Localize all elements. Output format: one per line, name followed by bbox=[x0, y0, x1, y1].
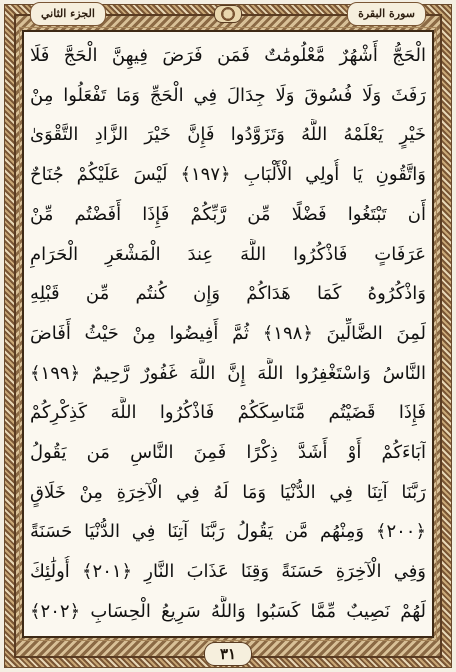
text-line-4: وَاتَّقُونِ يَا أُولِي الْأَلْبَابِ ﴿١٩٧﴾ لَيْسَ عَلَيْكُمْ جُنَاحٌ bbox=[30, 164, 426, 186]
text-line-7: وَاذْكُرُوهُ كَمَا هَدَاكُمْ وَإِن كُنتُم مِّن قَبْلِهِ bbox=[30, 283, 426, 305]
header-medallion-icon bbox=[214, 5, 242, 23]
text-line-6: عَرَفَاتٍ فَاذْكُرُوا اللَّهَ عِندَ الْمَشْعَرِ الْحَرَامِ bbox=[30, 243, 426, 265]
text-line-15: لَهُمْ نَصِيبٌ مِّمَّا كَسَبُوا وَاللَّهُ سَرِيعُ الْحِسَابِ ﴿٢٠٢﴾ bbox=[30, 600, 426, 622]
surah-label: سورة البقرة bbox=[347, 2, 426, 26]
text-line-12: رَبَّنَا آتِنَا فِي الدُّنْيَا وَمَا لَهُ فِي الْآخِرَةِ مِنْ خَلَاقٍ bbox=[30, 481, 426, 503]
text-line-13: ﴿٢٠٠﴾ وَمِنْهُم مَّن يَقُولُ رَبَّنَا آتِنَا فِي الدُّنْيَا حَسَنَةً bbox=[30, 521, 426, 543]
text-line-11: آبَاءَكُمْ أَوْ أَشَدَّ ذِكْرًا فَمِنَ النَّاسِ مَن يَقُولُ bbox=[30, 442, 426, 464]
text-line-1: الْحَجُّ أَشْهُرٌ مَّعْلُومَٰتٌ فَمَن فَرَضَ فِيهِنَّ الْحَجَّ فَلَا bbox=[30, 45, 426, 66]
text-line-2: رَفَثَ وَلَا فُسُوقَ وَلَا جِدَالَ فِي الْحَجِّ وَمَا تَفْعَلُوا مِنْ bbox=[30, 84, 426, 106]
juz-label: الجزء الثاني bbox=[30, 2, 106, 26]
text-line-3: خَيْرٍ يَعْلَمْهُ اللَّهُ وَتَزَوَّدُوا فَإِنَّ خَيْرَ الزَّادِ التَّقْوَىٰ bbox=[30, 124, 426, 146]
page-number: ٣١ bbox=[204, 642, 252, 666]
quran-text-block bbox=[30, 40, 426, 628]
text-line-9: النَّاسُ وَاسْتَغْفِرُوا اللَّهَ إِنَّ اللَّهَ غَفُورٌ رَّحِيمٌ ﴿١٩٩﴾ bbox=[30, 362, 426, 384]
text-line-10: فَإِذَا قَضَيْتُم مَّنَاسِكَكُمْ فَاذْكُرُوا اللَّهَ كَذِكْرِكُمْ bbox=[30, 402, 426, 424]
text-line-14: وَفِي الْآخِرَةِ حَسَنَةً وَقِنَا عَذَابَ النَّارِ ﴿٢٠١﴾ أُولَٰئِكَ bbox=[30, 561, 426, 583]
text-line-5: أَن تَبْتَغُوا فَضْلًا مِّن رَّبِّكُمْ فَإِذَا أَفَضْتُم مِّنْ bbox=[30, 203, 426, 225]
text-line-8: لَمِنَ الضَّالِّينَ ﴿١٩٨﴾ ثُمَّ أَفِيضُوا مِنْ حَيْثُ أَفَاضَ bbox=[30, 322, 426, 344]
